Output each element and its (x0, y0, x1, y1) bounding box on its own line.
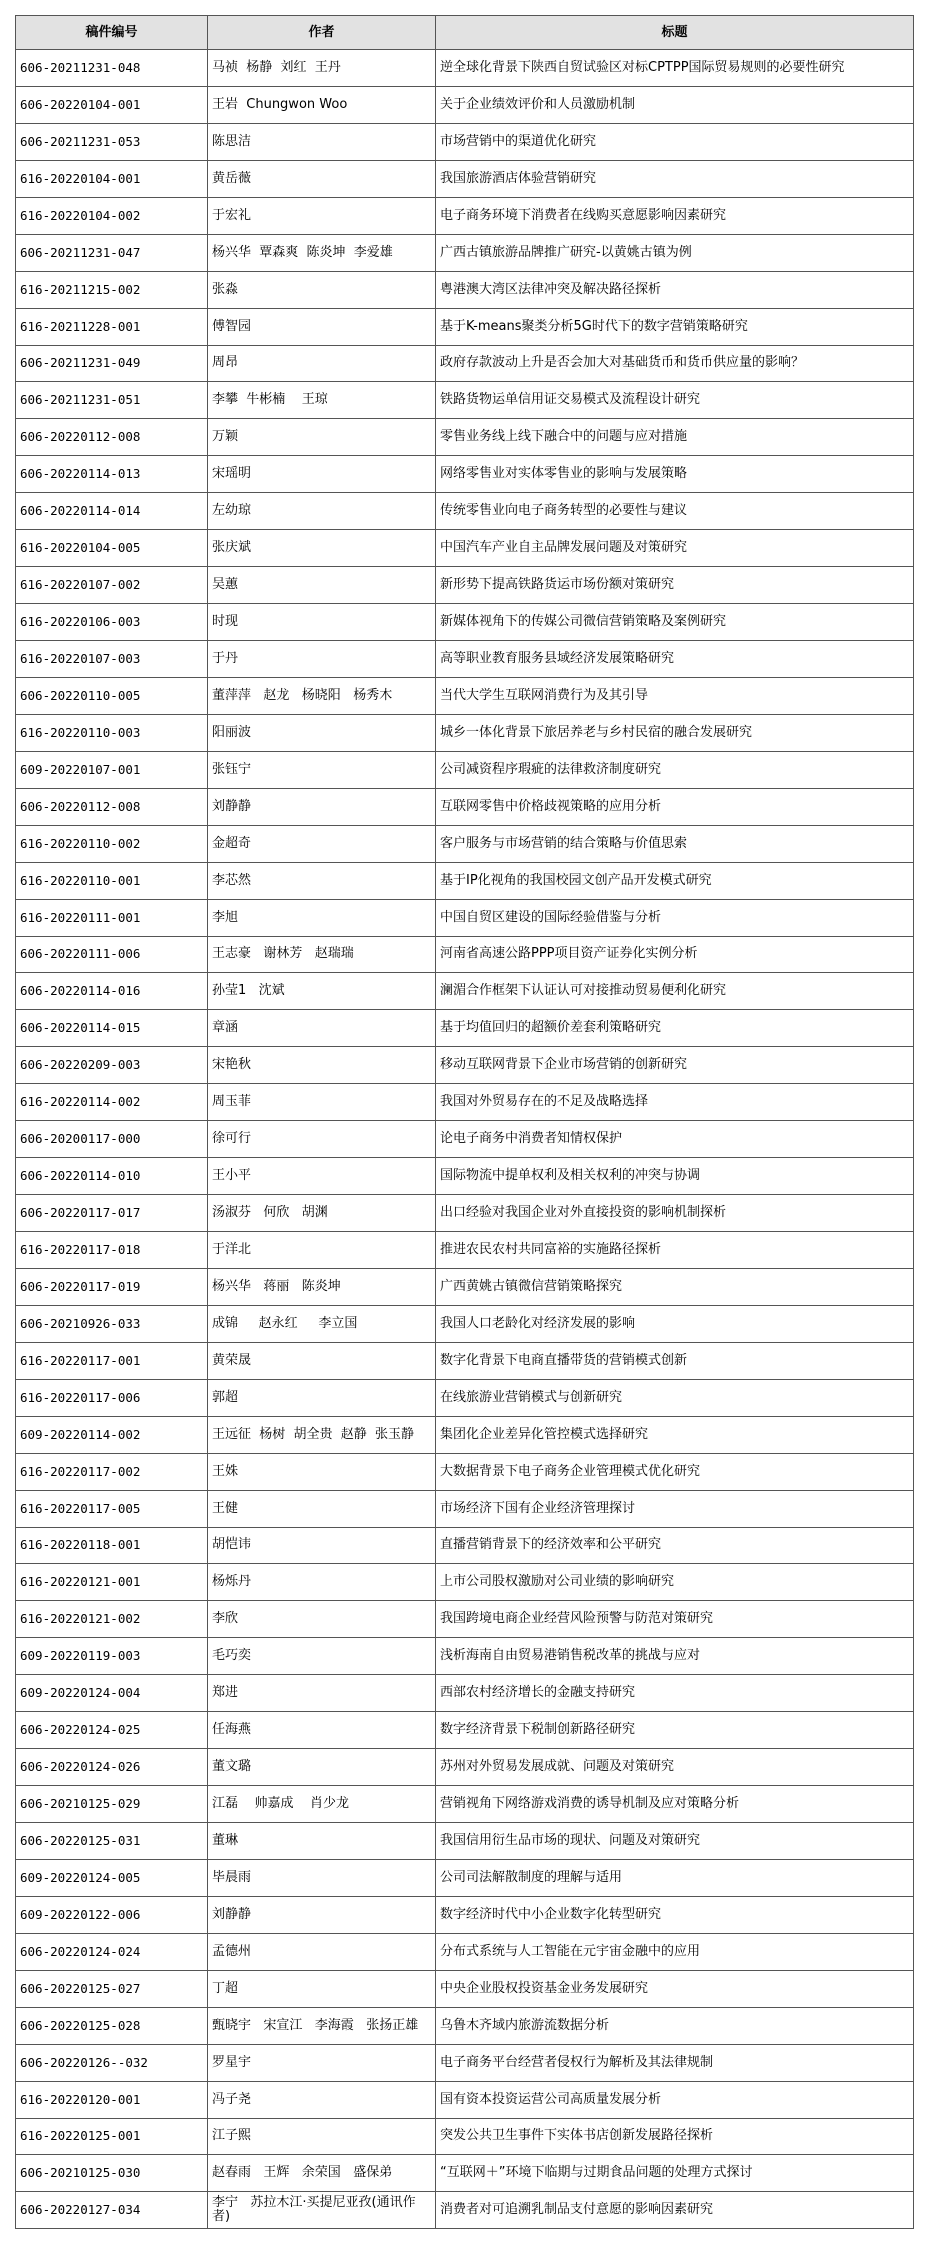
manuscript-id-cell: 616-20220106-003 (16, 604, 208, 641)
title-cell: 苏州对外贸易发展成就、问题及对策研究 (436, 1749, 914, 1786)
manuscript-id-cell: 616-20220117-005 (16, 1490, 208, 1527)
author-cell: 任海燕 (208, 1712, 436, 1749)
table-row (16, 308, 914, 345)
author-cell: 杨兴华 覃森爽 陈炎坤 李爱雄 (208, 234, 436, 271)
manuscript-id-cell: 606-20220112-008 (16, 419, 208, 456)
manuscript-id-cell: 616-20220104-002 (16, 197, 208, 234)
manuscript-id-cell: 606-20220126--032 (16, 2044, 208, 2081)
manuscript-id-cell: 606-20220209-003 (16, 1047, 208, 1084)
manuscript-id-cell: 616-20220117-018 (16, 1232, 208, 1269)
table-row (16, 2081, 914, 2118)
table-row (16, 1342, 914, 1379)
author-cell: 王志豪 谢林芳 赵瑞瑞 (208, 936, 436, 973)
table-row (16, 1933, 914, 1970)
table-row (16, 123, 914, 160)
title-cell: 营销视角下网络游戏消费的诱导机制及应对策略分析 (436, 1786, 914, 1823)
author-cell: 李欣 (208, 1601, 436, 1638)
title-cell: 中国汽车产业自主品牌发展问题及对策研究 (436, 530, 914, 567)
author-cell: 董萍萍 赵龙 杨晓阳 杨秀木 (208, 677, 436, 714)
title-cell: 河南省高速公路PPP项目资产证券化实例分析 (436, 936, 914, 973)
table-row (16, 1490, 914, 1527)
author-cell: 王岩 Chungwon Woo (208, 86, 436, 123)
table-row (16, 1601, 914, 1638)
author-cell: 杨烁丹 (208, 1564, 436, 1601)
table-row (16, 1712, 914, 1749)
manuscript-id-cell: 616-20220111-001 (16, 899, 208, 936)
title-cell: 高等职业教育服务县域经济发展策略研究 (436, 641, 914, 678)
table-row (16, 641, 914, 678)
table-row (16, 1268, 914, 1305)
author-cell: 章涵 (208, 1010, 436, 1047)
header-author: 作者 (208, 16, 436, 50)
author-cell: 毛巧奕 (208, 1638, 436, 1675)
manuscript-id-cell: 609-20220124-004 (16, 1675, 208, 1712)
author-cell: 张钰宁 (208, 751, 436, 788)
table-row (16, 382, 914, 419)
manuscript-id-cell: 616-20220110-003 (16, 714, 208, 751)
table-row (16, 973, 914, 1010)
author-cell: 于丹 (208, 641, 436, 678)
manuscript-id-cell: 616-20211228-001 (16, 308, 208, 345)
title-cell: 论电子商务中消费者知情权保护 (436, 1121, 914, 1158)
title-cell: 铁路货物运单信用证交易模式及流程设计研究 (436, 382, 914, 419)
table-row (16, 1195, 914, 1232)
table-row (16, 1416, 914, 1453)
author-cell: 宋艳秋 (208, 1047, 436, 1084)
title-cell: 政府存款波动上升是否会加大对基础货币和货币供应量的影响？ (436, 345, 914, 382)
title-cell: 零售业务线上线下融合中的问题与应对措施 (436, 419, 914, 456)
manuscript-id-cell: 606-20220114-010 (16, 1158, 208, 1195)
manuscript-id-cell: 616-20220121-002 (16, 1601, 208, 1638)
author-cell: 江磊 帅嘉成 肖少龙 (208, 1786, 436, 1823)
manuscript-id-cell: 616-20211215-002 (16, 271, 208, 308)
table-row (16, 50, 914, 87)
manuscript-id-cell: 609-20220119-003 (16, 1638, 208, 1675)
title-cell: 粤港澳大湾区法律冲突及解决路径探析 (436, 271, 914, 308)
table-row (16, 1675, 914, 1712)
title-cell: 数字经济背景下税制创新路径研究 (436, 1712, 914, 1749)
author-cell: 赵春雨 王辉 余荣国 盛保弟 (208, 2155, 436, 2192)
title-cell: 客户服务与市场营销的结合策略与价值思索 (436, 825, 914, 862)
title-cell: 基于IP化视角的我国校园文创产品开发模式研究 (436, 862, 914, 899)
author-cell: 刘静静 (208, 788, 436, 825)
table-row (16, 345, 914, 382)
title-cell: 广西古镇旅游品牌推广研究-以黄姚古镇为例 (436, 234, 914, 271)
manuscript-id-cell: 606-20211231-049 (16, 345, 208, 382)
title-cell: 我国对外贸易存在的不足及战略选择 (436, 1084, 914, 1121)
table-row (16, 1859, 914, 1896)
author-cell: 冯子尧 (208, 2081, 436, 2118)
title-cell: 我国信用衍生品市场的现状、问题及对策研究 (436, 1823, 914, 1860)
author-cell: 李芯然 (208, 862, 436, 899)
table-row (16, 677, 914, 714)
title-cell: 澜湄合作框架下认证认可对接推动贸易便利化研究 (436, 973, 914, 1010)
manuscript-id-cell: 606-20220125-031 (16, 1823, 208, 1860)
table-row (16, 530, 914, 567)
title-cell: 浅析海南自由贸易港销售税改革的挑战与应对 (436, 1638, 914, 1675)
table-row (16, 1786, 914, 1823)
manuscript-id-cell: 606-20220114-014 (16, 493, 208, 530)
title-cell: 突发公共卫生事件下实体书店创新发展路径探析 (436, 2118, 914, 2155)
table-row (16, 1527, 914, 1564)
table-row (16, 2155, 914, 2192)
table-row (16, 1305, 914, 1342)
author-cell: 郭超 (208, 1379, 436, 1416)
manuscript-id-cell: 616-20220104-001 (16, 160, 208, 197)
manuscript-id-cell: 606-20220114-016 (16, 973, 208, 1010)
table-row (16, 86, 914, 123)
manuscript-id-cell: 616-20220104-005 (16, 530, 208, 567)
author-cell: 左幼琼 (208, 493, 436, 530)
table-row (16, 751, 914, 788)
title-cell: 基于均值回归的超额价差套利策略研究 (436, 1010, 914, 1047)
author-cell: 毕晨雨 (208, 1859, 436, 1896)
author-cell: 王远征 杨树 胡全贵 赵静 张玉静 (208, 1416, 436, 1453)
table-row (16, 1638, 914, 1675)
author-cell: 周玉菲 (208, 1084, 436, 1121)
title-cell: 新媒体视角下的传媒公司微信营销策略及案例研究 (436, 604, 914, 641)
author-cell: 王健 (208, 1490, 436, 1527)
table-row (16, 1084, 914, 1121)
author-cell: 宋瑶明 (208, 456, 436, 493)
table-row (16, 160, 914, 197)
manuscript-id-cell: 606-20210926-033 (16, 1305, 208, 1342)
author-cell: 刘静静 (208, 1896, 436, 1933)
manuscript-id-cell: 606-20220127-034 (16, 2192, 208, 2229)
manuscript-id-cell: 609-20220124-005 (16, 1859, 208, 1896)
manuscript-id-cell: 606-20220111-006 (16, 936, 208, 973)
title-cell: 电子商务环境下消费者在线购买意愿影响因素研究 (436, 197, 914, 234)
submission-table (15, 15, 914, 2229)
author-cell: 成锦 赵永红 李立国 (208, 1305, 436, 1342)
author-cell: 李攀 牛彬楠 王琼 (208, 382, 436, 419)
table-row (16, 936, 914, 973)
table-row (16, 1121, 914, 1158)
header-title: 标题 (436, 16, 914, 50)
title-cell: 出口经验对我国企业对外直接投资的影响机制探析 (436, 1195, 914, 1232)
author-cell: 阳丽波 (208, 714, 436, 751)
author-cell: 孟德州 (208, 1933, 436, 1970)
title-cell: 西部农村经济增长的金融支持研究 (436, 1675, 914, 1712)
table-row (16, 419, 914, 456)
title-cell: 公司减资程序瑕疵的法律救济制度研究 (436, 751, 914, 788)
table-row (16, 2007, 914, 2044)
table-row (16, 604, 914, 641)
author-cell: 丁超 (208, 1970, 436, 2007)
table-row (16, 899, 914, 936)
table-row (16, 1379, 914, 1416)
author-cell: 甄晓宇 宋宣江 李海霞 张扬正雄 (208, 2007, 436, 2044)
manuscript-id-cell: 616-20220125-001 (16, 2118, 208, 2155)
manuscript-id-cell: 606-20220117-019 (16, 1268, 208, 1305)
table-row (16, 1232, 914, 1269)
author-cell: 李宁 苏拉木江·买提尼亚孜(通讯作者) (208, 2192, 436, 2229)
author-cell: 徐可行 (208, 1121, 436, 1158)
author-cell: 孙莹1 沈斌 (208, 973, 436, 1010)
title-cell: 分布式系统与人工智能在元宇宙金融中的应用 (436, 1933, 914, 1970)
title-cell: 广西黄姚古镇微信营销策略探究 (436, 1268, 914, 1305)
table-row (16, 456, 914, 493)
manuscript-id-cell: 606-20220124-024 (16, 1933, 208, 1970)
title-cell: 移动互联网背景下企业市场营销的创新研究 (436, 1047, 914, 1084)
title-cell: 互联网零售中价格歧视策略的应用分析 (436, 788, 914, 825)
title-cell: 我国旅游酒店体验营销研究 (436, 160, 914, 197)
manuscript-id-cell: 616-20220114-002 (16, 1084, 208, 1121)
author-cell: 傅智园 (208, 308, 436, 345)
manuscript-id-cell: 606-20211231-053 (16, 123, 208, 160)
manuscript-id-cell: 606-20220114-015 (16, 1010, 208, 1047)
manuscript-id-cell: 606-20210125-030 (16, 2155, 208, 2192)
title-cell: 数字经济时代中小企业数字化转型研究 (436, 1896, 914, 1933)
table-row (16, 862, 914, 899)
title-cell: 大数据背景下电子商务企业管理模式优化研究 (436, 1453, 914, 1490)
author-cell: 李旭 (208, 899, 436, 936)
table-row (16, 271, 914, 308)
table-body (16, 50, 914, 2229)
author-cell: 周昂 (208, 345, 436, 382)
author-cell: 董文璐 (208, 1749, 436, 1786)
title-cell: 城乡一体化背景下旅居养老与乡村民宿的融合发展研究 (436, 714, 914, 751)
author-cell: 于洋北 (208, 1232, 436, 1269)
manuscript-id-cell: 606-20220125-027 (16, 1970, 208, 2007)
author-cell: 胡恺讳 (208, 1527, 436, 1564)
table-row (16, 1823, 914, 1860)
manuscript-id-cell: 606-20211231-047 (16, 234, 208, 271)
author-cell: 金超奇 (208, 825, 436, 862)
table-row (16, 1896, 914, 1933)
manuscript-id-cell: 609-20220122-006 (16, 1896, 208, 1933)
manuscript-id-cell: 606-20211231-051 (16, 382, 208, 419)
table-row (16, 2118, 914, 2155)
manuscript-id-cell: 616-20220120-001 (16, 2081, 208, 2118)
manuscript-id-cell: 616-20220117-001 (16, 1342, 208, 1379)
manuscript-id-cell: 606-20220117-017 (16, 1195, 208, 1232)
table-row (16, 567, 914, 604)
author-cell: 江子熙 (208, 2118, 436, 2155)
author-cell: 马祯 杨静 刘红 王丹 (208, 50, 436, 87)
manuscript-id-cell: 616-20220107-002 (16, 567, 208, 604)
title-cell: 传统零售业向电子商务转型的必要性与建议 (436, 493, 914, 530)
table-row (16, 234, 914, 271)
manuscript-id-cell: 616-20220121-001 (16, 1564, 208, 1601)
author-cell: 汤淑芬 何欣 胡渊 (208, 1195, 436, 1232)
manuscript-id-cell: 606-20210125-029 (16, 1786, 208, 1823)
title-cell: 我国跨境电商企业经营风险预警与防范对策研究 (436, 1601, 914, 1638)
title-cell: 中央企业股权投资基金业务发展研究 (436, 1970, 914, 2007)
author-cell: 郑进 (208, 1675, 436, 1712)
author-cell: 万颖 (208, 419, 436, 456)
author-cell: 黄荣晟 (208, 1342, 436, 1379)
title-cell: 逆全球化背景下陕西自贸试验区对标CPTPP国际贸易规则的必要性研究 (436, 50, 914, 87)
title-cell: 推进农民农村共同富裕的实施路径探析 (436, 1232, 914, 1269)
manuscript-id-cell: 606-20220104-001 (16, 86, 208, 123)
title-cell: 市场经济下国有企业经济管理探讨 (436, 1490, 914, 1527)
title-cell: 新形势下提高铁路货运市场份额对策研究 (436, 567, 914, 604)
author-cell: 吴蕙 (208, 567, 436, 604)
title-cell: 集团化企业差异化管控模式选择研究 (436, 1416, 914, 1453)
author-cell: 陈思洁 (208, 123, 436, 160)
author-cell: 张庆斌 (208, 530, 436, 567)
table-row (16, 2192, 914, 2229)
author-cell: 罗星宇 (208, 2044, 436, 2081)
title-cell: 当代大学生互联网消费行为及其引导 (436, 677, 914, 714)
table-row (16, 1158, 914, 1195)
title-cell: 中国自贸区建设的国际经验借鉴与分析 (436, 899, 914, 936)
table-row (16, 788, 914, 825)
manuscript-id-cell: 606-20220124-025 (16, 1712, 208, 1749)
title-cell: 国际物流中提单权利及相关权利的冲突与协调 (436, 1158, 914, 1195)
author-cell: 董琳 (208, 1823, 436, 1860)
table-row (16, 1047, 914, 1084)
table-row (16, 2044, 914, 2081)
submission-table-container (15, 15, 914, 2229)
table-row (16, 493, 914, 530)
table-row (16, 1453, 914, 1490)
title-cell: 电子商务平台经营者侵权行为解析及其法律规制 (436, 2044, 914, 2081)
manuscript-id-cell: 616-20220110-001 (16, 862, 208, 899)
table-row (16, 825, 914, 862)
manuscript-id-cell: 606-20220114-013 (16, 456, 208, 493)
manuscript-id-cell: 616-20220110-002 (16, 825, 208, 862)
title-cell: 乌鲁木齐域内旅游流数据分析 (436, 2007, 914, 2044)
title-cell: 消费者对可追溯乳制品支付意愿的影响因素研究 (436, 2192, 914, 2229)
manuscript-id-cell: 606-20220124-026 (16, 1749, 208, 1786)
title-cell: 数字化背景下电商直播带货的营销模式创新 (436, 1342, 914, 1379)
table-row (16, 1010, 914, 1047)
author-cell: 王姝 (208, 1453, 436, 1490)
manuscript-id-cell: 616-20220107-003 (16, 641, 208, 678)
manuscript-id-cell: 606-20200117-000 (16, 1121, 208, 1158)
manuscript-id-cell: 609-20220114-002 (16, 1416, 208, 1453)
manuscript-id-cell: 616-20220117-006 (16, 1379, 208, 1416)
table-row (16, 197, 914, 234)
title-cell: 关于企业绩效评价和人员激励机制 (436, 86, 914, 123)
title-cell: 上市公司股权激励对公司业绩的影响研究 (436, 1564, 914, 1601)
author-cell: 于宏礼 (208, 197, 436, 234)
manuscript-id-cell: 606-20220110-005 (16, 677, 208, 714)
title-cell: 我国人口老龄化对经济发展的影响 (436, 1305, 914, 1342)
manuscript-id-cell: 606-20211231-048 (16, 50, 208, 87)
author-cell: 张淼 (208, 271, 436, 308)
manuscript-id-cell: 606-20220112-008 (16, 788, 208, 825)
table-header-row (16, 16, 914, 50)
header-manuscript-id: 稿件编号 (16, 16, 208, 50)
manuscript-id-cell: 616-20220118-001 (16, 1527, 208, 1564)
table-row (16, 1564, 914, 1601)
author-cell: 时现 (208, 604, 436, 641)
title-cell: “互联网＋”环境下临期与过期食品问题的处理方式探讨 (436, 2155, 914, 2192)
manuscript-id-cell: 606-20220125-028 (16, 2007, 208, 2044)
table-row (16, 1970, 914, 2007)
table-row (16, 714, 914, 751)
title-cell: 在线旅游业营销模式与创新研究 (436, 1379, 914, 1416)
title-cell: 市场营销中的渠道优化研究 (436, 123, 914, 160)
title-cell: 基于K-means聚类分析5G时代下的数字营销策略研究 (436, 308, 914, 345)
author-cell: 杨兴华 蒋丽 陈炎坤 (208, 1268, 436, 1305)
title-cell: 国有资本投资运营公司高质量发展分析 (436, 2081, 914, 2118)
table-row (16, 1749, 914, 1786)
author-cell: 王小平 (208, 1158, 436, 1195)
manuscript-id-cell: 609-20220107-001 (16, 751, 208, 788)
title-cell: 网络零售业对实体零售业的影响与发展策略 (436, 456, 914, 493)
title-cell: 直播营销背景下的经济效率和公平研究 (436, 1527, 914, 1564)
title-cell: 公司司法解散制度的理解与适用 (436, 1859, 914, 1896)
manuscript-id-cell: 616-20220117-002 (16, 1453, 208, 1490)
author-cell: 黄岳薇 (208, 160, 436, 197)
